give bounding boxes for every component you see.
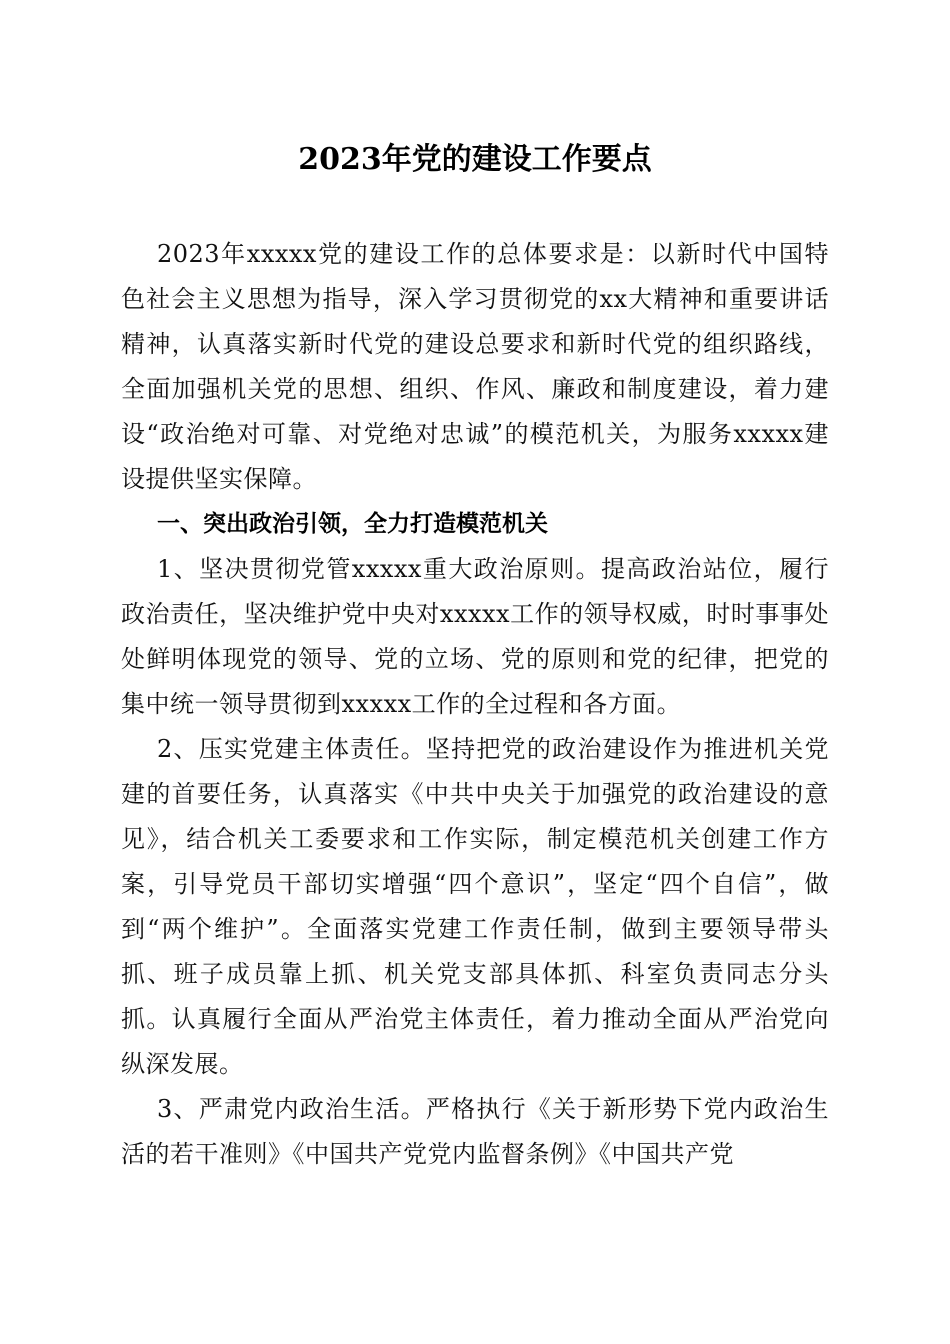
section-heading: 一、突出政治引领，全力打造模范机关 — [157, 511, 548, 537]
document-body — [121, 232, 829, 1177]
item-paragraph-3: 3、严肃党内政治生活。严格执行《关于新形势下党内政治生活的若干准则》《中国共产党党内监督条例》《中国共产党 — [121, 1095, 829, 1168]
item-paragraph-1: 1、坚决贯彻党管xxxxx重大政治原则。提高政治站位，履行政治责任，坚决维护党中央对xxxxx工作的领导权威，时时事事处处鲜明体现党的领导、党的立场、党的原则和党的纪律，把党的集中统一领导贯彻到xxxxx工作的全过程和各方面。 — [121, 555, 829, 718]
document-title: 2023年党的建设工作要点 — [298, 142, 652, 177]
item-paragraph-2: 2、压实党建主体责任。坚持把党的政治建设作为推进机关党建的首要任务，认真落实《中共中央关于加强党的政治建设的意见》，结合机关工委要求和工作实际，制定模范机关创建工作方案，引导党员干部切实增强“四个意识”，坚定“四个自信”，做到“两个维护”。全面落实党建工作责任制，做到主要领导带头抓、班子成员靠上抓、机关党支部具体抓、科室负责同志分头抓。认真履行全面从严治党主体责任，着力推动全面从严治党向纵深发展。 — [121, 735, 829, 1078]
intro-paragraph: 2023年xxxxx党的建设工作的总体要求是：以新时代中国特色社会主义思想为指导，深入学习贯彻党的xx大精神和重要讲话精神，认真落实新时代党的建设总要求和新时代党的组织路线，全面加强机关党的思想、组织、作风、廉政和制度建设，着力建设“政治绝对可靠、对党绝对忠诚”的模范机关，为服务xxxxx建设提供坚实保障。 — [121, 240, 829, 493]
